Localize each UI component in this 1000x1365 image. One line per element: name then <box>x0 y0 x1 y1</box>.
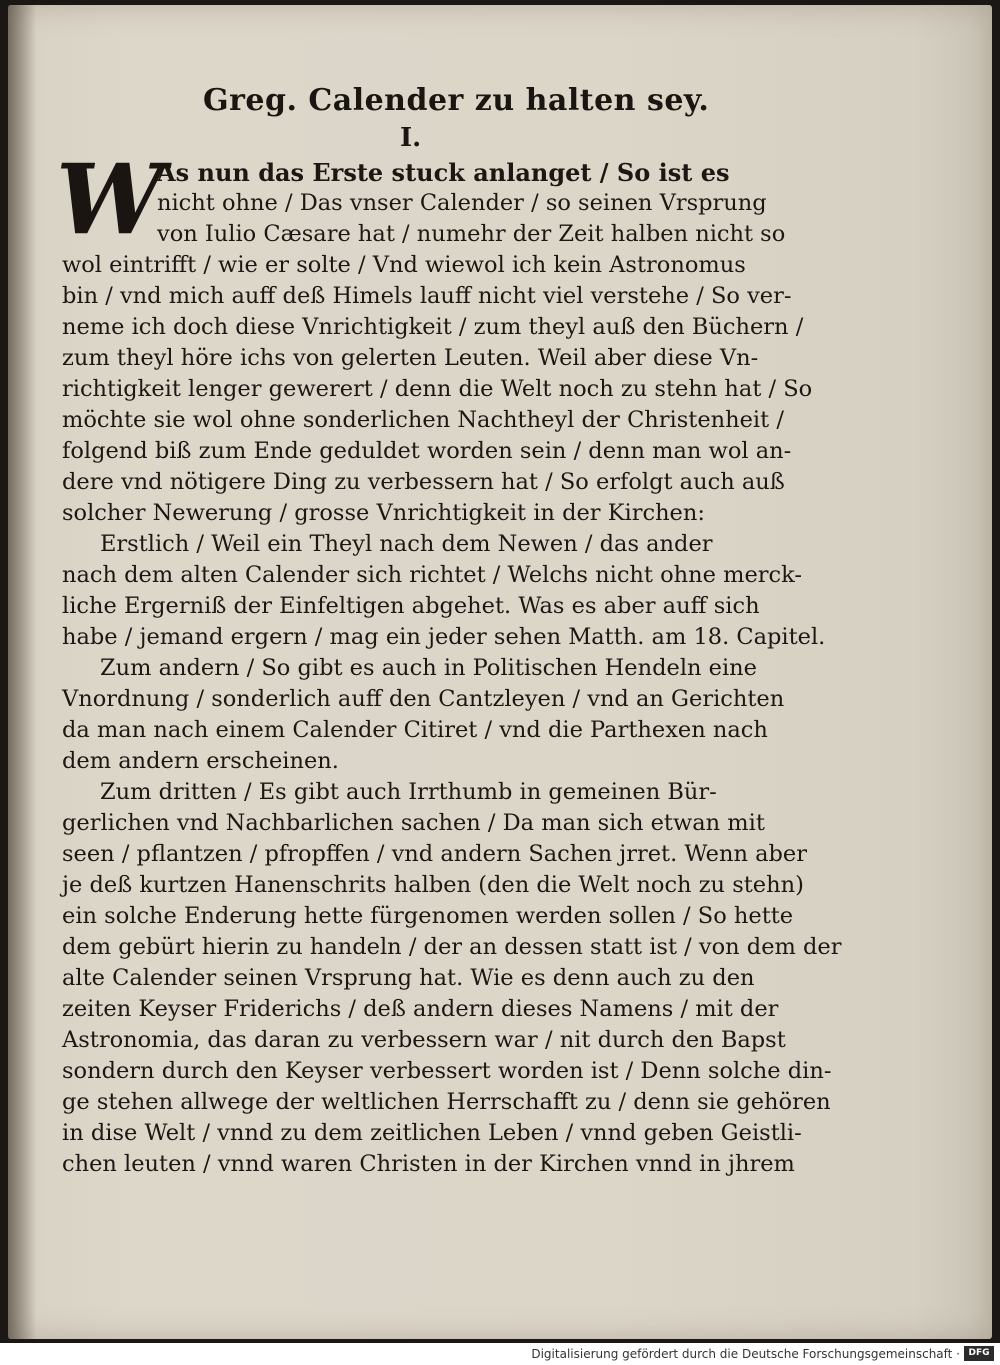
text-line: richtigkeit lenger gewerert / denn die Welt noch zu stehn hat / So <box>62 376 813 402</box>
running-header: Greg. Calender zu halten sey. <box>203 83 710 118</box>
footer-credit: Digitalisierung gefördert durch die Deutsche Forschungsgemeinschaft · <box>531 1347 960 1361</box>
initial-letter: W <box>56 143 164 256</box>
text-line: da man nach einem Calender Citiret / vnd die Parthexen nach <box>62 717 768 743</box>
text-line: dem gebürt hierin zu handeln / der an dessen statt ist / von dem der <box>62 934 842 960</box>
text-line: Zum andern / So gibt es auch in Politischen Hendeln eine <box>100 655 757 681</box>
dfg-logo: DFG <box>964 1346 994 1361</box>
text-line: neme ich doch diese Vnrichtigkeit / zum theyl auß den Büchern / <box>62 314 804 340</box>
text-line: Vnordnung / sonderlich auff den Cantzleyen / vnd an Gerichten <box>62 686 785 712</box>
body-text <box>56 143 842 1180</box>
text-line: je deß kurtzen Hanenschrits halben (den die Welt noch zu stehn) <box>62 872 804 898</box>
text-line: alte Calender seinen Vrsprung hat. Wie es denn auch zu den <box>62 965 755 991</box>
text-line: sondern durch den Keyser verbessert worden ist / Denn solche din- <box>62 1058 832 1084</box>
text-line: dem andern erscheinen. <box>62 748 339 774</box>
text-line: in dise Welt / vnnd zu dem zeitlichen Leben / vnnd geben Geistli- <box>62 1120 802 1146</box>
text-line: möchte sie wol ohne sonderlichen Nachtheyl der Christenheit / <box>62 407 784 433</box>
text-line: zum theyl höre ichs von gelerten Leuten. Weil aber diese Vn- <box>62 345 759 371</box>
page-gutter-shadow <box>8 5 36 1339</box>
text-line: wol eintrifft / wie er solte / Vnd wiewol ich kein Astronomus <box>62 252 746 278</box>
text-line: ein solche Enderung hette fürgenomen werden sollen / So hette <box>62 903 794 929</box>
text-line: As nun das Erste stuck anlanget / So ist es <box>157 158 730 187</box>
text-line: liche Ergerniß der Einfeltigen abgehet. Was es aber auff sich <box>62 593 760 619</box>
text-line: von Iulio Cæsare hat / numehr der Zeit halben nicht so <box>157 221 786 247</box>
text-line: gerlichen vnd Nachbarlichen sachen / Da man sich etwan mit <box>62 810 765 836</box>
chapter-number: I. <box>400 123 422 153</box>
text-line: seen / pflantzen / pfropffen / vnd andern Sachen jrret. Wenn aber <box>62 841 808 867</box>
text-line: nicht ohne / Das vnser Calender / so seinen Vrsprung <box>157 190 767 216</box>
text-line: nach dem alten Calender sich richtet / Welchs nicht ohne merck- <box>62 562 802 588</box>
text-line: dere vnd nötigere Ding zu verbessern hat / So erfolgt auch auß <box>62 469 785 495</box>
footer-bar <box>0 1343 1000 1365</box>
text-line: ge stehen allwege der weltlichen Herrschafft zu / denn sie gehören <box>62 1089 831 1115</box>
text-line: habe / jemand ergern / mag ein jeder sehen Matth. am 18. Capitel. <box>62 624 826 650</box>
text-line: zeiten Keyser Friderichs / deß andern dieses Namens / mit der <box>62 996 779 1022</box>
text-line: chen leuten / vnnd waren Christen in der Kirchen vnnd in jhrem <box>62 1151 795 1177</box>
text-line: folgend biß zum Ende geduldet worden sein / denn man wol an- <box>62 438 792 464</box>
text-line: solcher Newerung / grosse Vnrichtigkeit in der Kirchen: <box>62 500 705 526</box>
text-line: Astronomia, das daran zu verbessern war / nit durch den Bapst <box>62 1027 786 1053</box>
text-line: Zum dritten / Es gibt auch Irrthumb in gemeinen Bür- <box>100 779 717 805</box>
book-page <box>8 5 992 1339</box>
text-line: bin / vnd mich auff deß Himels lauff nicht viel verstehe / So ver- <box>62 283 792 309</box>
text-line: Erstlich / Weil ein Theyl nach dem Newen / das ander <box>100 531 713 557</box>
decorated-initial <box>56 143 164 256</box>
